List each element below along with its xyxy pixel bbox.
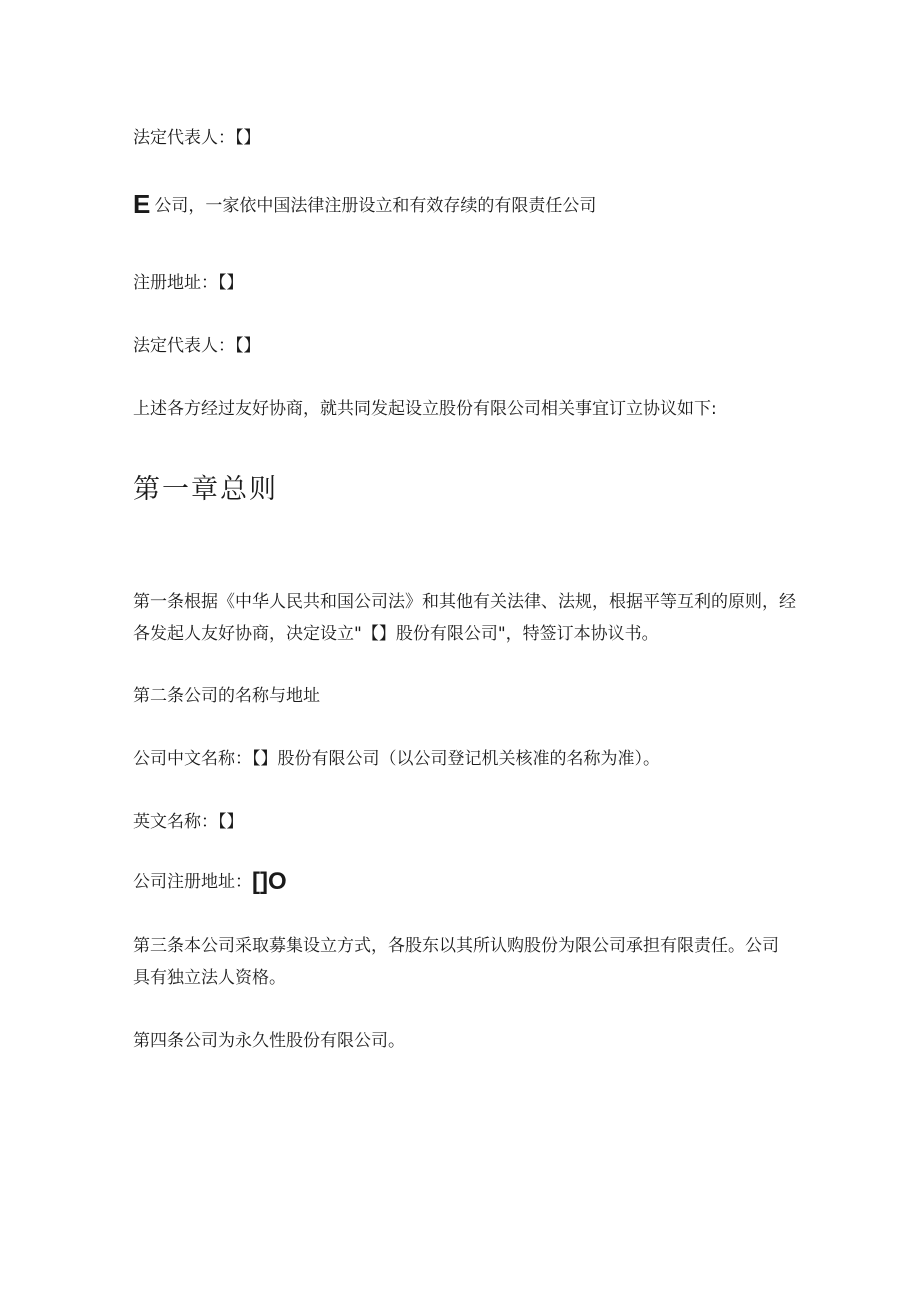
article-1-paragraph [133,586,796,650]
company-e-intro-line [133,189,597,219]
english-name-line: 英文名称：【】 [133,812,244,832]
article-4-paragraph: 第四条公司为永久性股份有限公司。 [133,1031,405,1051]
registered-address-label: 公司注册地址： [133,872,252,892]
registered-address-value: []O [252,868,287,895]
article-1-line-2: 各发起人友好协商，决定设立"【】股份有限公司"，特签订本协议书。 [133,624,659,644]
company-e-description: 公司，一家依中国法律注册设立和有效存续的有限责任公司 [154,196,597,216]
chapter-heading: 第一章总则 [133,474,278,505]
registered-address-line: 注册地址：【】 [133,273,244,293]
article-2-heading: 第二条公司的名称与地址 [133,686,320,706]
intro-paragraph: 上述各方经过友好协商，就共同发起设立股份有限公司相关事宜订立协议如下: [133,399,717,419]
article-1-line-1: 第一条根据《中华人民共和国公司法》和其他有关法律、法规，根据平等互利的原则，经 [133,592,796,612]
registered-address-company-line [133,868,287,895]
article-3-line-1: 第三条本公司采取募集设立方式，各股东以其所认购股份为限公司承担有限责任。公司 [133,936,779,956]
article-3-line-2: 具有独立法人资格。 [133,968,286,988]
chinese-name-line: 公司中文名称：【】股份有限公司（以公司登记机关核准的名称为准）。 [133,749,660,769]
legal-representative-line-1: 法定代表人：【】 [133,128,261,148]
company-e-letter: E [133,189,151,219]
legal-representative-line-2: 法定代表人：【】 [133,336,261,356]
article-3-paragraph [133,930,793,994]
